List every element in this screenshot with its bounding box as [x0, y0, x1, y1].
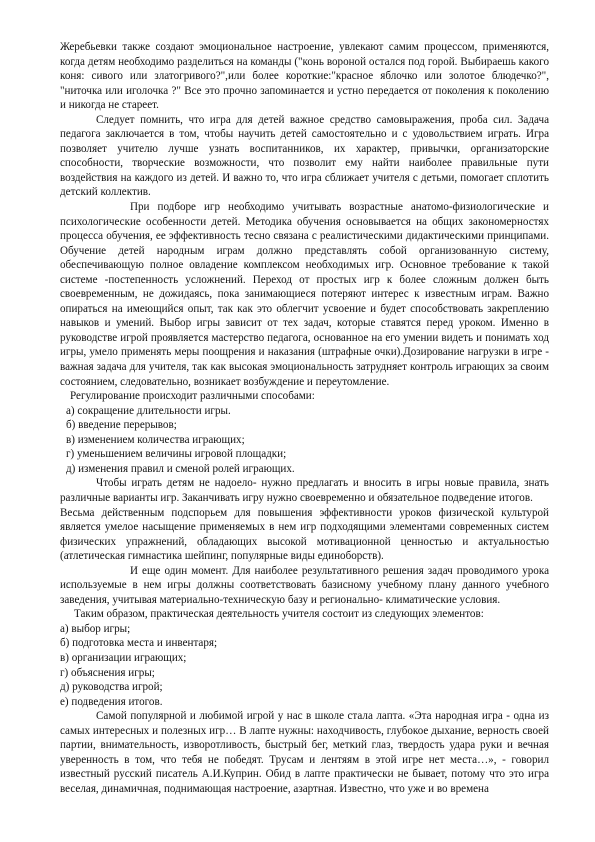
elements-list — [60, 622, 549, 709]
paragraph-new-rules: Чтобы играть детям не надоело- нужно предлагать и вносить в игры новые правила, знать различные варианты игр. Заканчивать игру нужно своевременно и обязательное подведение итогов. — [60, 477, 549, 504]
paragraph-lottery: Жеребьевки также создают эмоциональное настроение, увлекают самим процессом, применяются, когда детям необходимо разделиться на команды ("конь вороной остался под горой. Выбираешь какого коня: сивого или златогривого?",или более короткие:"красное яблочко или золотое блюдечко?", "ниточка или иголочка ?" Все это прочно запоминается и устно передается от поколения к поколению и никогда не стареет. — [60, 41, 549, 112]
paragraph-modern-systems: Весьма действенным подспорьем для повышения эффективности уроков физической культурой является умелое насыщение применяемых в нем игр подходящими элементами современных систем физических упражнений, обладающих высокой мотивационной ценностью и актуальностью (атлетическая гимнастика шейпинг, популярные виды единоборств). — [60, 506, 549, 563]
list-item: б) введение перерывов; — [66, 419, 177, 432]
list-item: г) объяснения игры; — [60, 666, 155, 679]
paragraph-game-role: Следует помнить, что игра для детей важное средство самовыражения, проба сил. Задача педагога заключается в том, чтобы научить детей самостоятельно и с удовольствием играть. Игра позволяет учителю лучше узнать воспитанников, их характер, привычки, организаторские способности, творческие возможности, что позволит ему найти наиболее правильные пути воздействия на каждого из детей. И важно то, что игра сближает учителя с детьми, помогает сплотить детский коллектив. — [60, 113, 549, 199]
regulation-intro: Регулирование происходит различными способами: — [70, 390, 315, 403]
paragraph-game-selection: При подборе игр необходимо учитывать возрастные анатомо-физиологические и психологические особенности детей. Методика обучения основывается на общих закономерностях процесса обучения, ее эффективность тесно связана с реалистическими дидактическими принципами. Обучение детей народным играм должно представлять собой организованную систему, обеспечивающую полное овладение комплексом необходимых игр. Основное требование к такой системе -постепенность усложнений. Переход от простых игр к более сложным должен быть своевременным, не дожидаясь, пока занимающиеся потеряют интерес к известным играм. Важно опираться на имеющийся опыт, так как это облегчит усвоение и будет способствовать закреплению навыков и умений. Выбор игры зависит от тех задач, которые ставятся перед уроком. Именно в руководстве игрой проявляется мастерство педагога, основанное на его умении видеть и понимать ход игры, умело применять меры поощрения и наказания (штрафные очки).Дозирование нагрузки в игре - важная задача для учителя, так как высокая эмоциональность затрудняет контроль играющих за своим состоянием, следовательно, возникает возбуждение и переутомление. — [60, 201, 549, 388]
list-item: а) сокращение длительности игры. — [66, 404, 231, 417]
list-item: г) уменьшением величины игровой площадки; — [66, 448, 287, 461]
list-item: б) подготовка места и инвентаря; — [60, 637, 218, 650]
list-item: а) выбор игры; — [60, 622, 131, 635]
elements-intro: Таким образом, практическая деятельность учителя состоит из следующих элементов: — [74, 608, 484, 621]
list-item: д) руководства игрой; — [60, 681, 163, 694]
paragraph-lapta: Самой популярной и любимой игрой у нас в школе стала лапта. «Эта народная игра - одна из самых интересных и полезных игр… В лапте нужны: находчивость, глубокое дыхание, верность своей партии, внимательность, изворотливость, быстрый бег, меткий глаз, твердость удара руки и вечная уверенность в том, что тебя не победят. Трусам и лентяям в этой игре нет места…», - говорил известный русский писатель А.И.Куприн. Обид в лапте практически не бывает, потому что это игра веселая, динамичная, поднимающая настроение, азартная. Известно, что уже и во времена — [60, 710, 549, 795]
list-item: е) подведения итогов. — [60, 695, 163, 708]
list-item: в) организации играющих; — [60, 651, 187, 664]
regulation-list — [60, 404, 549, 477]
list-item: в) изменением количества играющих; — [66, 433, 245, 446]
paragraph-one-more-point: И еще один момент. Для наиболее результативного решения задач проводимого урока используемые в нем игры должны соответствовать базисному учебному плану данного учебного заведения, учитывая материально-техническую базу и регионально- климатические условия. — [60, 564, 549, 606]
list-item: д) изменения правил и сменой ролей играющих. — [66, 462, 295, 475]
